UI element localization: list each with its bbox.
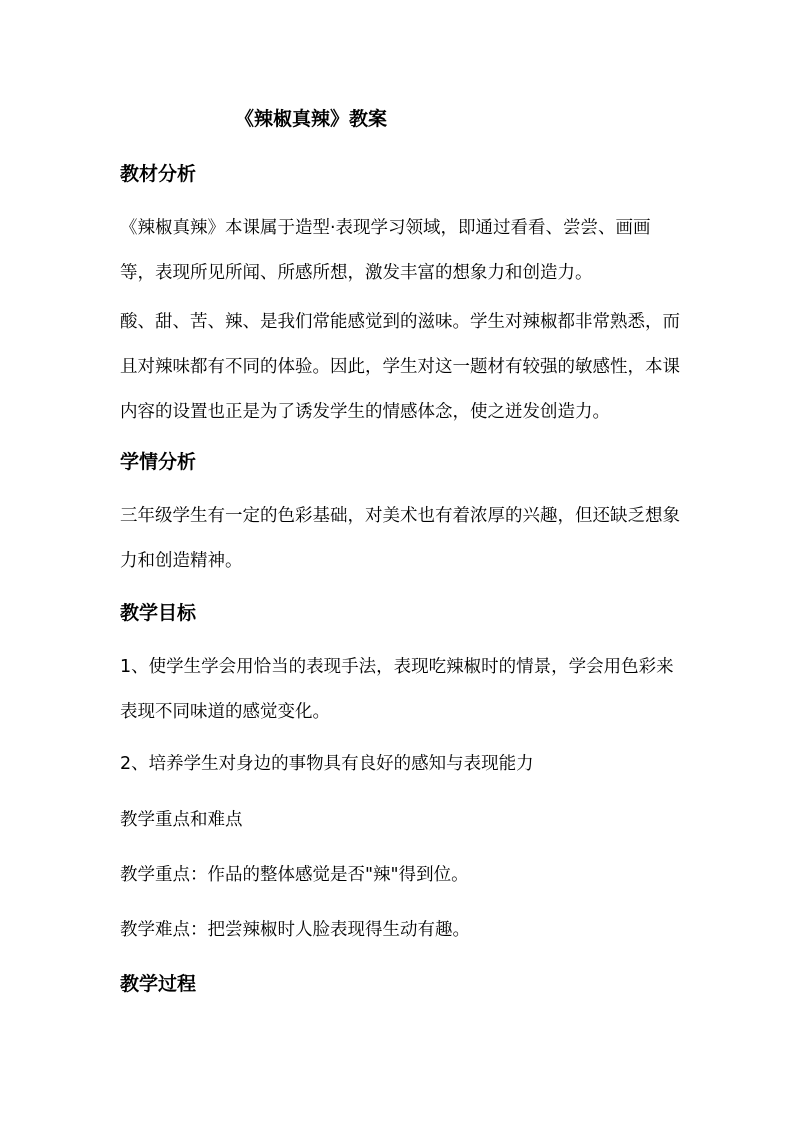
- paragraph-student-analysis: 三年级学生有一定的色彩基础，对美术也有着浓厚的兴趣，但还缺乏想象力和创造精神。: [120, 506, 680, 571]
- difficult-point-text: 教学难点：把尝辣椒时人脸表现得生动有趣。: [120, 920, 470, 940]
- paragraph-material-detail: 酸、甜、苦、辣、是我们常能感觉到的滋味。学生对辣椒都非常熟悉，而且对辣味都有不同的体验。因此，学生对这一题材有较强的敏感性，本课内容的设置也正是为了诱发学生的情感体念，使之迸发创造力。: [120, 312, 680, 422]
- section-heading-teaching-goals: 教学目标: [120, 602, 197, 624]
- section-heading-teaching-process: 教学过程: [120, 973, 197, 995]
- section-heading-material-analysis: 教材分析: [120, 163, 197, 185]
- paragraph-material-intro: 《辣椒真辣》本课属于造型·表现学习领域，即通过看看、尝尝、画画等，表现所见所闻、所感所想，激发丰富的想象力和创造力。: [120, 218, 651, 283]
- goal-item-2: 2、培养学生对身边的事物具有良好的感知与表现能力: [120, 754, 534, 774]
- goal-item-1: 1、使学生学会用恰当的表现手法，表现吃辣椒时的情景，学会用色彩来表现不同味道的感觉变化。: [120, 657, 674, 722]
- document-title: 《辣椒真辣》教案: [235, 108, 388, 130]
- key-point-text: 教学重点：作品的整体感觉是否"辣"得到位。: [120, 865, 469, 885]
- key-points-label: 教学重点和难点: [120, 810, 243, 830]
- section-heading-student-analysis: 学情分析: [120, 451, 197, 473]
